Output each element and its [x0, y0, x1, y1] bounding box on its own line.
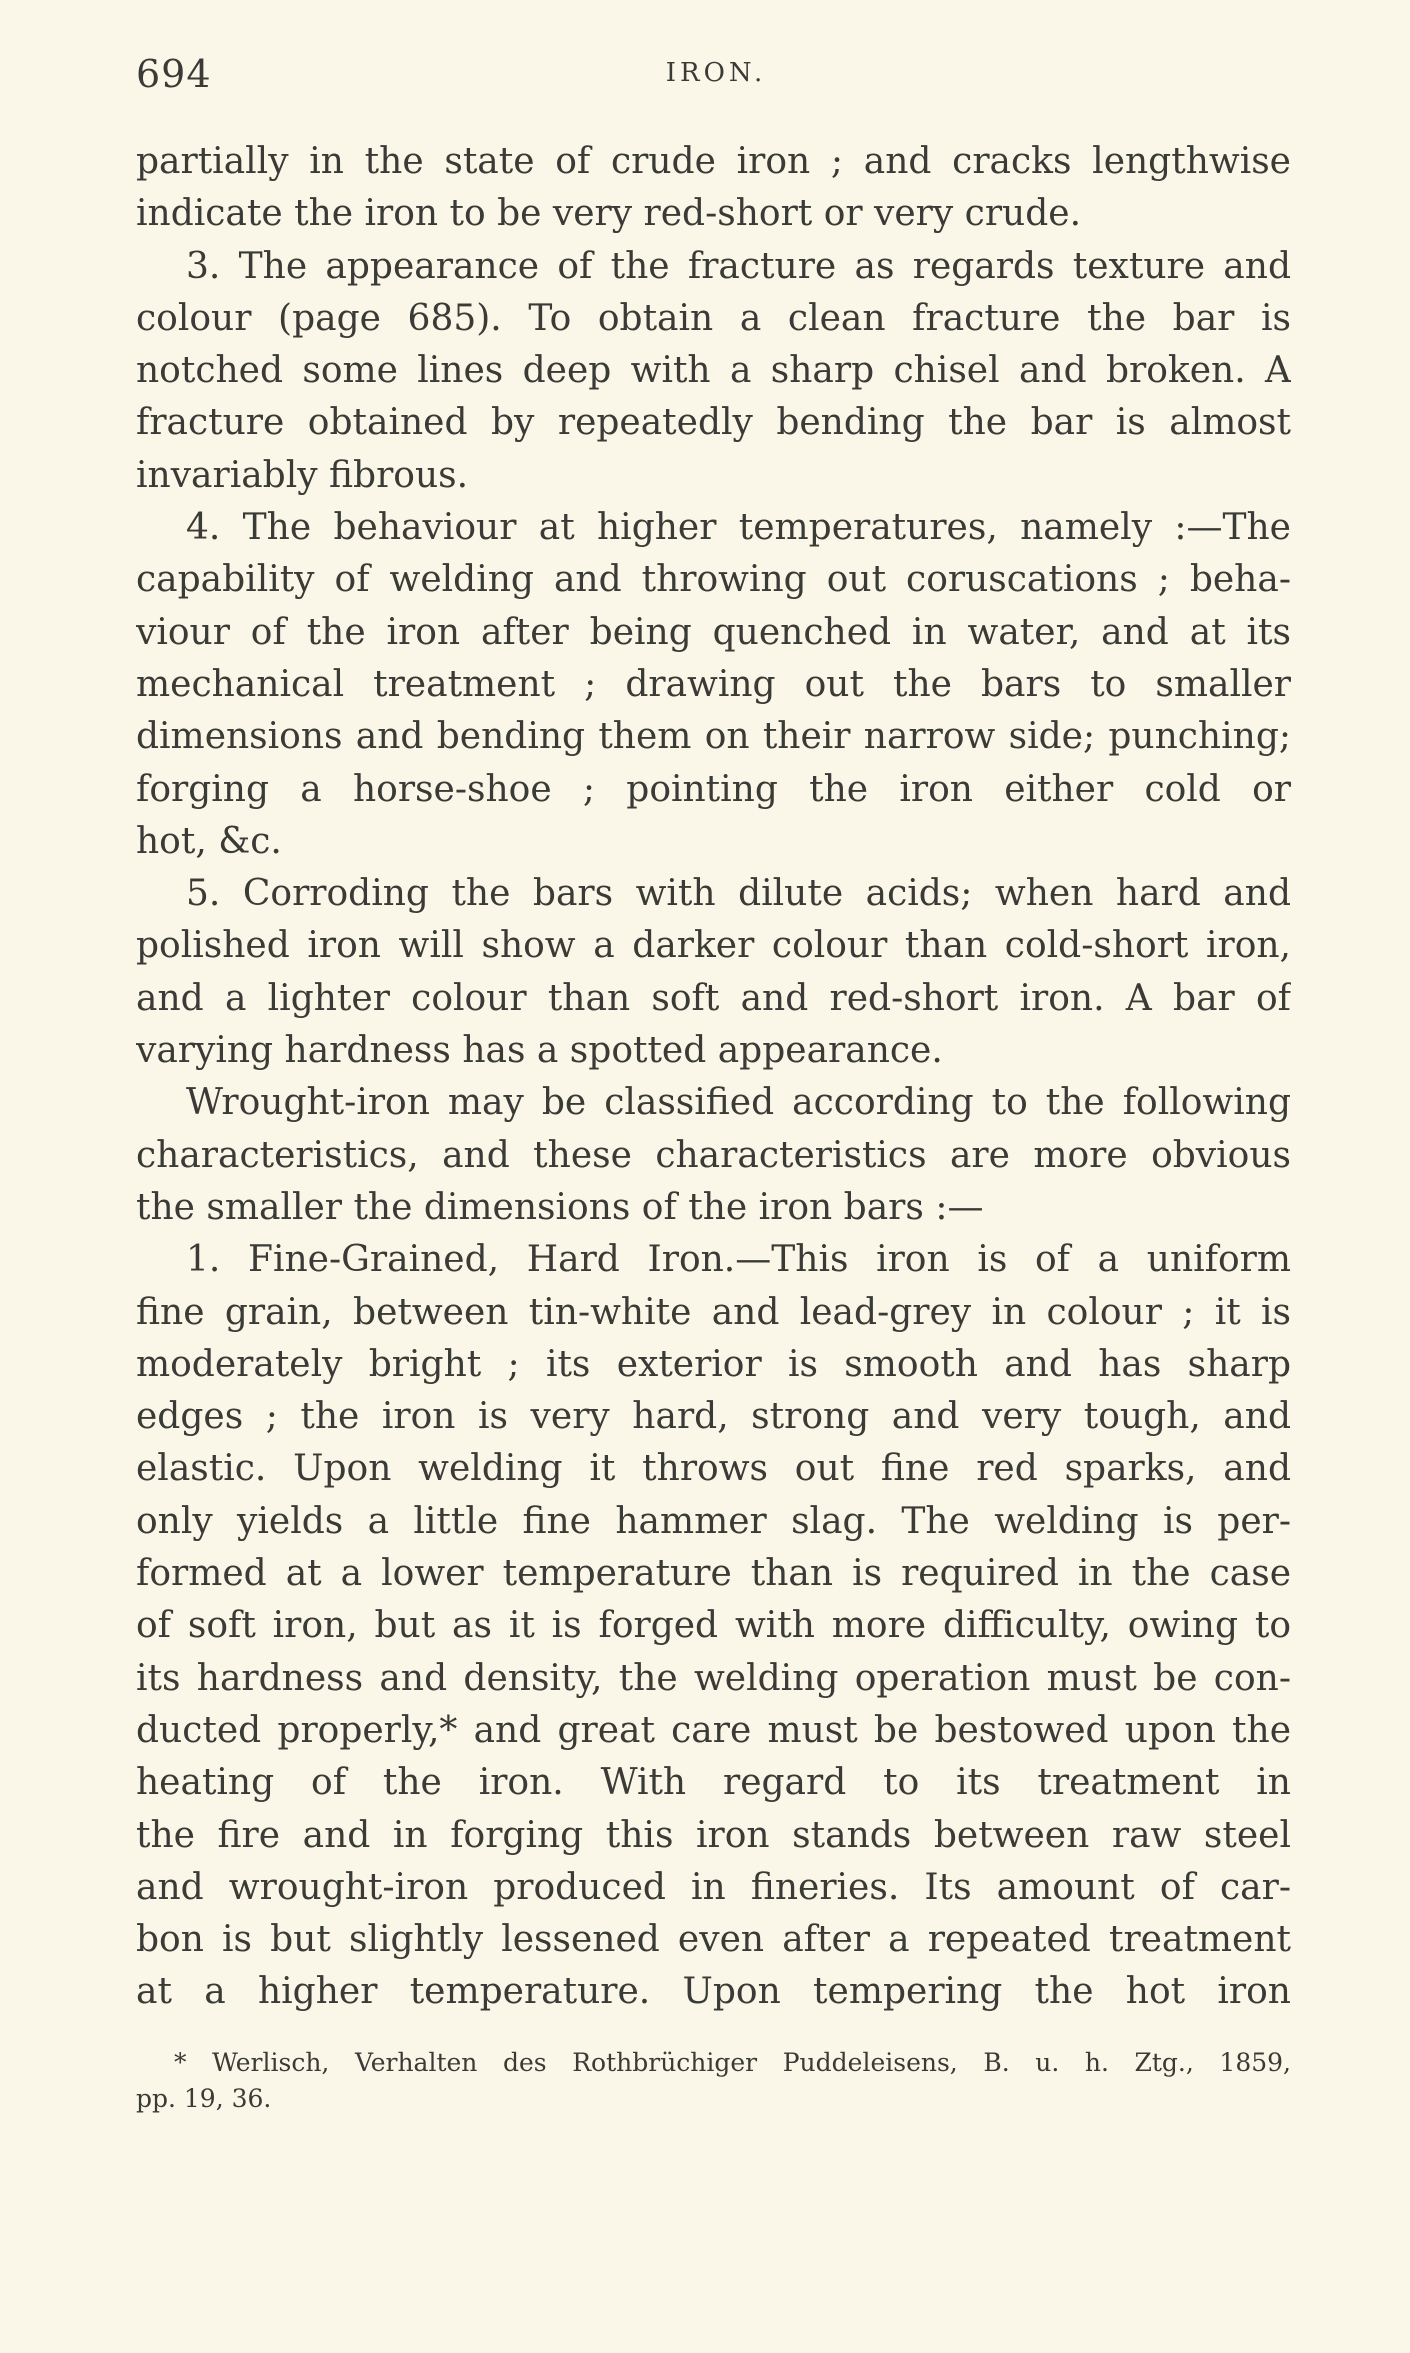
text-line: the fire and in forging this iron stands between raw steel [136, 1814, 1291, 1856]
text-line: its hardness and density, the welding operation must be con- [136, 1657, 1291, 1699]
text-line: the smaller the dimensions of the iron bars :— [136, 1186, 984, 1228]
running-title: IRON. [665, 58, 767, 88]
text-line: 3. The appearance of the fracture as regards texture and [186, 245, 1291, 287]
text-line: hot, &c. [136, 820, 282, 862]
text-line: only yields a little fine hammer slag. The welding is per- [136, 1500, 1291, 1542]
text-line: varying hardness has a spotted appearance. [136, 1030, 943, 1072]
text-line: moderately bright ; its exterior is smooth and has sharp [136, 1343, 1291, 1385]
footnote-line: * Werlisch, Verhalten des Rothbrüchiger Puddeleisens, B. u. h. Ztg., 1859, [174, 2048, 1291, 2077]
page-number: 694 [136, 52, 212, 96]
footnote [136, 2045, 1291, 2117]
page-header [136, 46, 1296, 106]
text-line: notched some lines deep with a sharp chisel and broken. A [136, 350, 1291, 392]
text-line: ducted properly,* and great care must be bestowed upon the [136, 1709, 1291, 1751]
text-line: and a lighter colour than soft and red-short iron. A bar of [136, 977, 1291, 1019]
text-line: mechanical treatment ; drawing out the bars to smaller [136, 663, 1291, 705]
text-line: at a higher temperature. Upon tempering the hot iron [136, 1971, 1291, 2013]
text-line: 5. Corroding the bars with dilute acids; when hard and [186, 873, 1291, 915]
text-line: and wrought-iron produced in fineries. Its amount of car- [136, 1866, 1291, 1908]
text-line: 4. The behaviour at higher temperatures, namely :—The [186, 507, 1291, 549]
body-text [136, 136, 1291, 2019]
text-line: partially in the state of crude iron ; and cracks lengthwise [136, 141, 1291, 182]
text-line: heating of the iron. With regard to its treatment in [136, 1762, 1291, 1804]
text-line: fine grain, between tin-white and lead-grey in colour ; it is [136, 1291, 1291, 1333]
text-line: capability of welding and throwing out coruscations ; beha- [136, 559, 1291, 601]
text-line: colour (page 685). To obtain a clean fracture the bar is [136, 297, 1291, 339]
text-line: bon is but slightly lessened even after a repeated treatment [136, 1919, 1291, 1961]
text-line: viour of the iron after being quenched in water, and at its [136, 611, 1291, 653]
text-line: dimensions and bending them on their narrow side; punching; [136, 716, 1291, 758]
text-line: elastic. Upon welding it throws out fine red sparks, and [136, 1448, 1291, 1490]
text-line: invariably fibrous. [136, 454, 469, 496]
text-line: formed at a lower temperature than is required in the case [136, 1553, 1291, 1595]
text-line: edges ; the iron is very hard, strong and very tough, and [136, 1396, 1291, 1438]
text-line: polished iron will show a darker colour than cold-short iron, [136, 925, 1291, 967]
text-line: characteristics, and these characteristics are more obvious [136, 1134, 1291, 1176]
text-line: of soft iron, but as it is forged with more difficulty, owing to [136, 1605, 1291, 1647]
text-line: indicate the iron to be very red-short or very crude. [136, 193, 1082, 235]
text-line: Wrought-iron may be classified according to the following [186, 1082, 1291, 1124]
text-line: 1. Fine-Grained, Hard Iron.—This iron is of a uniform [186, 1239, 1291, 1281]
text-line: forging a horse-shoe ; pointing the iron either cold or [136, 768, 1291, 810]
footnote-line: pp. 19, 36. [136, 2084, 272, 2113]
text-line: fracture obtained by repeatedly bending the bar is almost [136, 402, 1291, 444]
